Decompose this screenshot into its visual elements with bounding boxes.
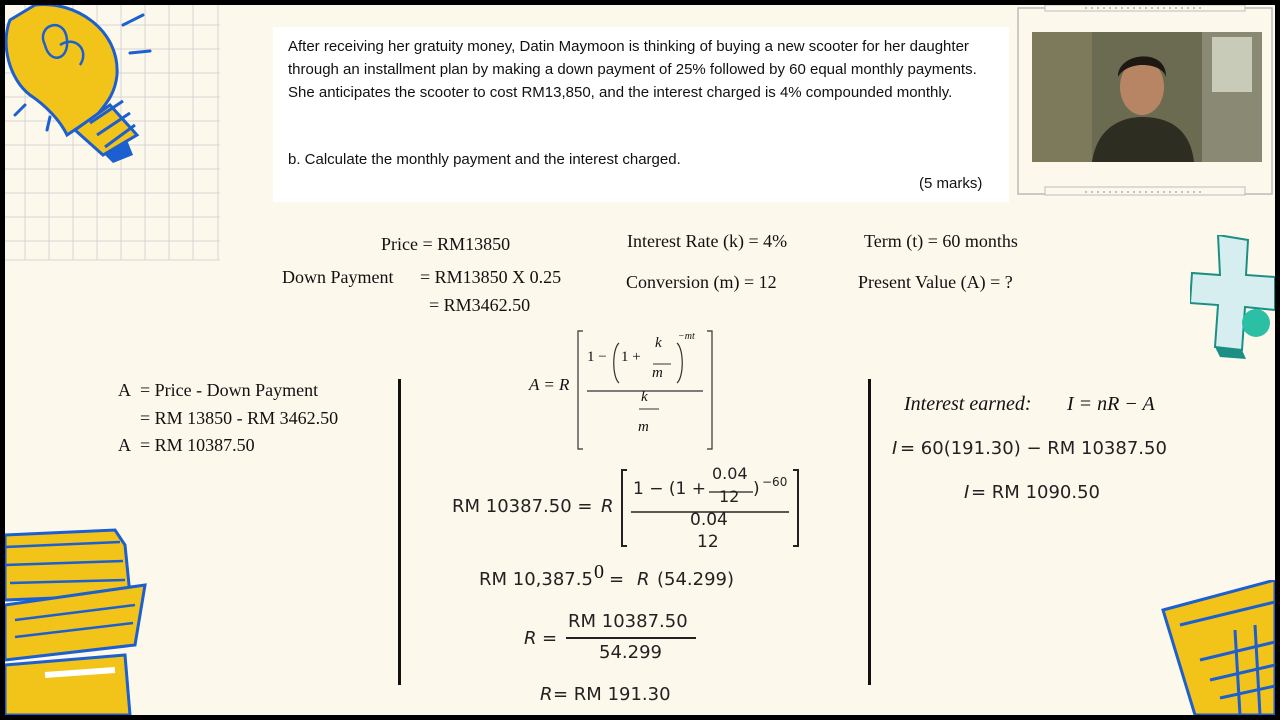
interest-res-i: I — [964, 482, 970, 503]
price-text: Price = RM13850 — [381, 234, 511, 254]
webcam-feed — [1032, 32, 1262, 162]
lightbulb-icon — [5, 5, 155, 165]
final-r-lhs: R — [540, 684, 553, 705]
books-icon — [5, 525, 155, 715]
interest-res-rhs: = RM 1090.50 — [971, 482, 1100, 503]
result-lhs: RM 10,387.5 — [479, 569, 593, 590]
calc-a-label-2: A — [118, 435, 131, 455]
plus-icon — [1190, 235, 1275, 360]
result-r: R — [637, 569, 650, 590]
formula-one-plus: 1 + — [621, 349, 641, 365]
solve-r-num: RM 10387.50 — [568, 611, 688, 632]
down-payment-line2: = RM3462.50 — [429, 295, 531, 315]
sub-denom-num: 0.04 — [690, 510, 728, 530]
solve-r-lhs: R — [524, 628, 537, 649]
sub-exponent: −60 — [762, 475, 788, 489]
solve-r-fraction-bar — [566, 637, 696, 639]
question-part-b: b. Calculate the monthly payment and the interest charged. — [288, 151, 681, 168]
calc-a-label-1: A — [118, 380, 131, 400]
calc-a-line3: = RM 10387.50 — [140, 435, 255, 455]
question-paragraph: After receiving her gratuity money, Datin Maymoon is thinking of buying a new scooter for her daughter through an installment plan by making a down payment of 25% followed by 60 equal monthly payments. She anticipates the scooter to cost RM13,850, and the interest charged is 4% compounded monthly. — [288, 38, 977, 101]
question-marks: (5 marks) — [919, 175, 983, 192]
formula-m-bottom: m — [638, 419, 649, 435]
formula-k-bottom: k — [641, 389, 648, 405]
interest-formula-rhs: I = nR − A — [1067, 393, 1155, 415]
sub-rate-den: 12 — [719, 487, 740, 506]
formula-k-num: k — [655, 335, 662, 351]
slide — [5, 5, 1275, 715]
formula-lhs: A = R — [529, 375, 570, 394]
conversion-text: Conversion (m) = 12 — [626, 272, 777, 292]
calculator-icon — [1155, 580, 1275, 715]
term-text: Term (t) = 60 months — [864, 231, 1018, 251]
solve-r-eq: = — [542, 628, 558, 649]
down-payment-label: Down Payment — [282, 267, 394, 287]
result-value: (54.299) — [657, 569, 735, 590]
sub-numer-suffix: ) — [753, 479, 760, 499]
solve-r-den: 54.299 — [599, 642, 662, 663]
sub-numer-prefix: 1 − (1 + — [633, 479, 706, 499]
sub-r: R — [601, 496, 614, 517]
interest-rate-text: Interest Rate (k) = 4% — [627, 231, 788, 251]
sub-denom-den: 12 — [697, 532, 719, 552]
sub-rate-num: 0.04 — [712, 464, 748, 483]
interest-sub-rhs: = 60(191.30) − RM 10387.50 — [900, 438, 1167, 459]
interest-sub-i: I — [892, 438, 898, 459]
present-value-text: Present Value (A) = ? — [858, 272, 1013, 292]
down-payment-line1: = RM13850 X 0.25 — [420, 267, 562, 287]
final-r-rhs: = RM 191.30 — [553, 684, 671, 705]
formula-one-minus: 1 − — [587, 349, 607, 365]
sub-lhs: RM 10387.50 = — [452, 496, 593, 517]
interest-formula-label: Interest earned: — [904, 393, 1032, 415]
question-box — [273, 27, 1009, 202]
result-eq: = — [609, 569, 625, 590]
calc-a-line2: = RM 13850 - RM 3462.50 — [140, 408, 339, 428]
presenter-video — [1032, 32, 1262, 162]
formula-exponent: −mt — [678, 331, 695, 342]
result-stray-zero: 0 — [594, 561, 604, 583]
divider-right — [868, 379, 871, 685]
calc-a-line1: = Price - Down Payment — [140, 380, 319, 400]
formula-m-den: m — [652, 365, 663, 381]
divider-left — [398, 379, 401, 685]
